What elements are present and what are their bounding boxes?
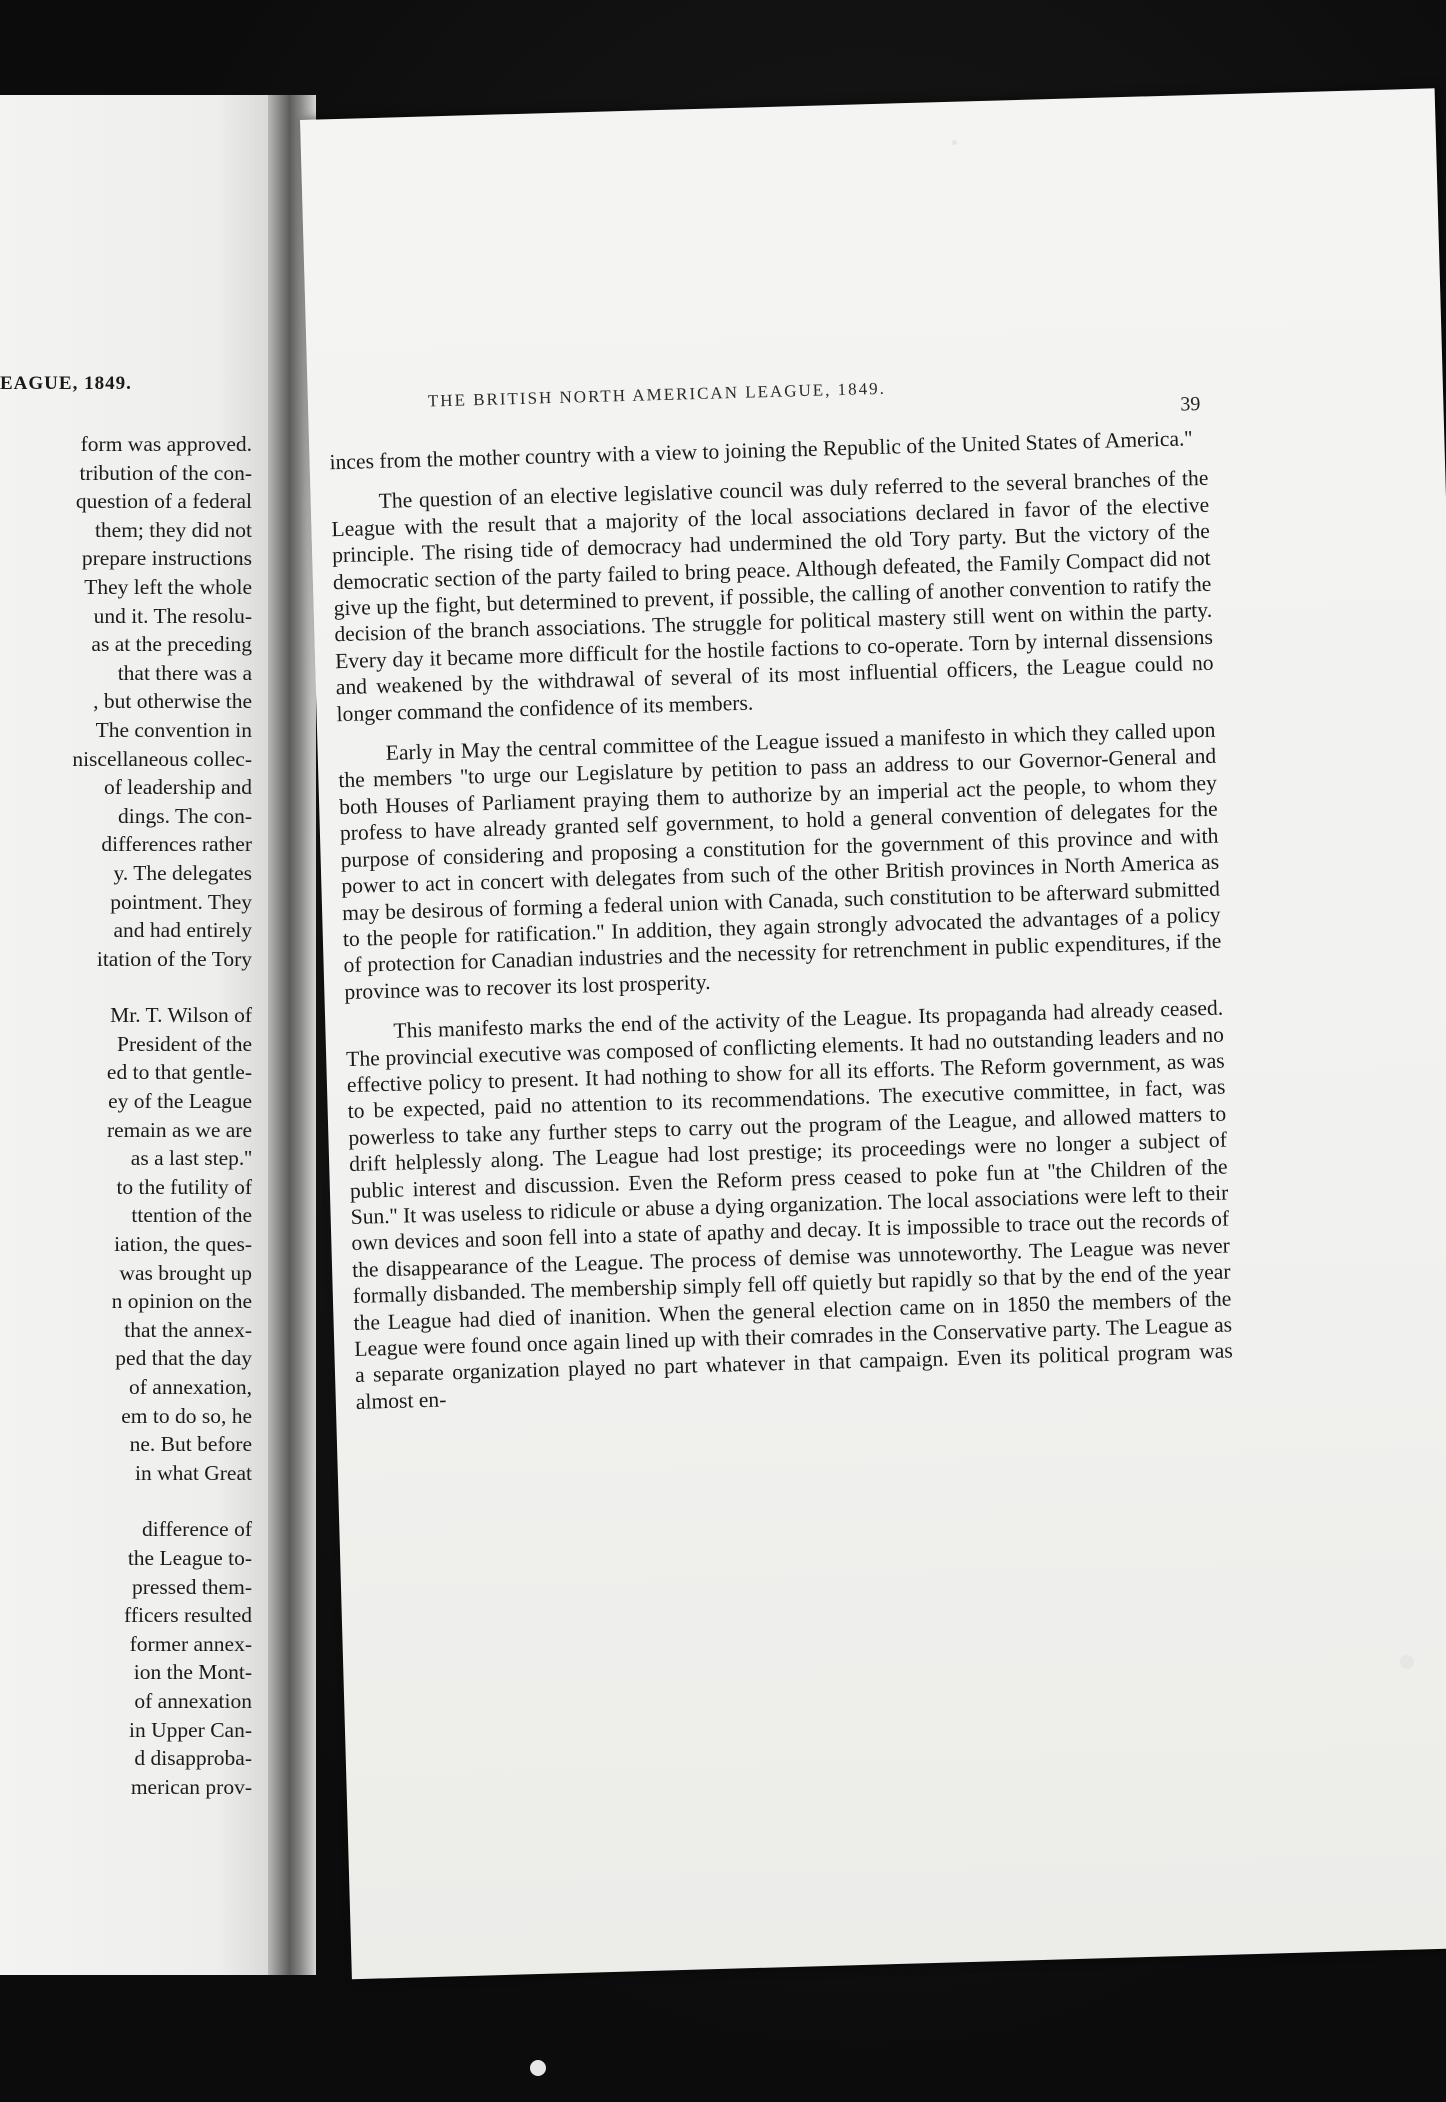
left-line: em to do so, he [121, 1403, 252, 1428]
left-line: in Upper Can- [129, 1717, 252, 1742]
left-line: of annexation [134, 1688, 252, 1713]
left-line: question of a federal [75, 489, 252, 514]
left-line: differences rather [101, 832, 252, 857]
left-line: niscellaneous collec- [72, 746, 252, 771]
left-line: y. The delegates [113, 860, 252, 885]
left-line: und it. The resolu- [93, 603, 252, 628]
paragraph-gap [0, 1487, 252, 1515]
left-line: pointment. They [110, 889, 252, 914]
left-line: iation, the ques- [114, 1232, 252, 1257]
left-page-text [0, 430, 252, 1801]
left-line: of leadership and [103, 775, 252, 800]
left-line: ttention of the [131, 1203, 252, 1228]
paragraph-gap [0, 973, 252, 1001]
left-line: ion the Mont- [133, 1660, 252, 1685]
left-line: President of the [117, 1031, 252, 1056]
left-line: pressed them- [131, 1574, 252, 1599]
left-line: was brought up [119, 1260, 252, 1285]
left-line: , but otherwise the [93, 689, 252, 714]
left-line: merican prov- [130, 1774, 252, 1799]
body-text [329, 425, 1234, 1415]
left-page [0, 95, 270, 1975]
page-number: 39 [1179, 392, 1201, 416]
left-line: ne. But before [129, 1432, 252, 1457]
running-head: THE BRITISH NORTH AMERICAN LEAGUE, 1849. [427, 378, 887, 411]
left-line: the League to- [127, 1545, 252, 1570]
left-line: that there was a [117, 660, 252, 685]
left-line: Mr. T. Wilson of [110, 1003, 252, 1028]
left-line: tribution of the con- [79, 460, 252, 485]
left-line: They left the whole [84, 574, 252, 599]
left-line: former annex- [129, 1631, 252, 1656]
left-line: ey of the League [108, 1089, 252, 1114]
left-line: difference of [141, 1517, 252, 1542]
left-line: n opinion on the [111, 1289, 252, 1314]
left-line: The convention in [95, 717, 252, 742]
scan-speck [530, 2060, 546, 2076]
scan-speck [1400, 1655, 1414, 1669]
left-line: in what Great [134, 1460, 252, 1485]
left-line: them; they did not [94, 517, 252, 542]
paragraph: inces from the mother country with a view to joining the Republic of the United States of America.'' [329, 426, 1193, 475]
left-line: as at the preceding [91, 632, 252, 657]
left-line: prepare instructions [81, 546, 252, 571]
left-line: that the annex- [124, 1317, 252, 1342]
left-line: itation of the Tory [96, 946, 252, 971]
scan-speck [952, 140, 957, 145]
left-running-head: EAGUE, 1849. [0, 373, 132, 394]
left-line: remain as we are [106, 1117, 252, 1142]
left-line: and had entirely [113, 918, 252, 943]
paragraph: Early in May the central committee of the League issued a manifesto in which they called upon the members ''to urge our Legislature by petition to pass an address to our Governor-General and both Houses of Parliament praying them to authorize by an imperial act the people, to whom they profess to have already granted self government, to hold a general convention of delegates for the purpose of considering and proposing a constitution for the government of this province and with power to act in concert with delegates from such of the other British provinces in North America as may be desirous of forming a federal union with Canada, such constitution to be afterward submitted to the people for ratification.'' In addition, they again strongly advocated the advantages of a policy of protection for Canadian industries and the necessity for retrenchment in public expenditures, if the province was to recover its lost prosperity. [338, 717, 1222, 1004]
left-line: ped that the day [115, 1346, 252, 1371]
left-line: to the futility of [116, 1174, 252, 1199]
paragraph: The question of an elective legislative council was duly referred to the several branches of the League with the result that a majority of the local associations declared in favor of the elective principle. The rising tide of democracy had undermined the old Tory party. But the victory of the democratic section of the party failed to bring peace. Although defeated, the Family Compact did not give up the fight, but determined to prevent, if possible, the calling of another convention to ratify the decision of the branch associations. The struggle for political mastery still went on within the party. Every day it became more difficult for the hostile factions to co-operate. Torn by internal dissensions and weakened by the withdrawal of several of its most influential officers, the League could no longer command the confidence of its members. [331, 466, 1214, 726]
paragraph: This manifesto marks the end of the activity of the League. Its propaganda had already ceased. The provincial executive was composed of conflicting elements. It had no outstanding leaders and no effective policy to present. It had nothing to show for all its efforts. The Reform government, as was to be expected, paid no attention to its recommendations. The executive committee, in fact, was powerless to take any further steps to carry out the program of the League, and allowed matters to drift helplessly along. The League had lost prestige; its proceedings were no longer a subject of public interest and discussion. Even the Reform press ceased to poke fun at ''the Children of the Sun.'' It was useless to ridicule or abuse a dying organization. The local associations were left to their own devices and soon fell into a state of apathy and decay. It is impossible to trace out the records of the disappearance of the League. The process of demise was unnoteworthy. The League was never formally disbanded. The membership simply fell off quietly but rapidly so that by the end of the year the League had died of inanition. When the general election came on in 1850 the members of the League were found once again lined up with their comrades in the Conservative party. The League as a separate organization played no part whatever in that campaign. Even its political program was almost en- [345, 995, 1234, 1414]
left-line: d disapproba- [134, 1746, 252, 1771]
right-page [300, 88, 1446, 1979]
left-line: ed to that gentle- [106, 1060, 252, 1085]
left-line: as a last step.'' [130, 1146, 252, 1171]
left-line: form was approved. [80, 432, 252, 456]
left-line: of annexation, [129, 1375, 252, 1399]
left-line: fficers resulted [124, 1603, 252, 1628]
left-line: dings. The con- [118, 803, 252, 828]
